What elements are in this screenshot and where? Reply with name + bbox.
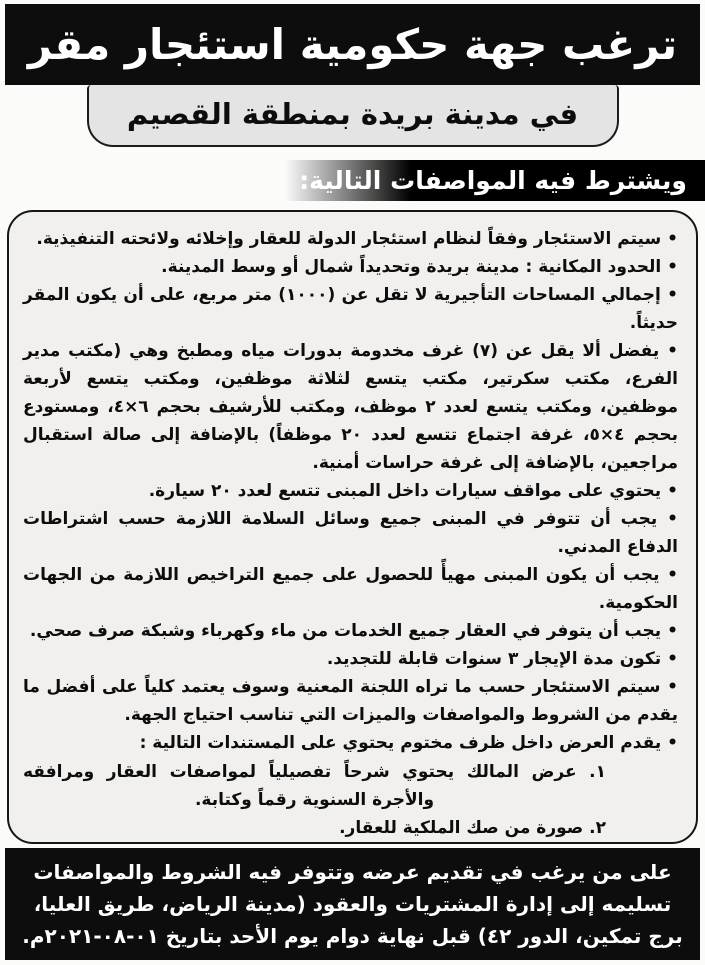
title-text: ترغب جهة حكومية استئجار مقر <box>27 20 678 69</box>
specification-item: • يجب أن تتوفر في المبنى جميع وسائل السلامة اللازمة حسب اشتراطات الدفاع المدني. <box>23 505 678 561</box>
specification-item: • الحدود المكانية : مدينة بريدة وتحديداً شمال أو وسط المدينة. <box>23 253 678 281</box>
documents-list <box>23 758 606 844</box>
subtitle-text: في مدينة بريدة بمنطقة القصيم <box>126 97 579 131</box>
submission-note-text: على من يرغب في تقديم عرضه وتتوفر فيه الشروط والمواصفات تسليمه إلى إدارة المشتريات والعقود (مدينة الرياض، طريق العليا، برج تمكين، الدور ٤٢) قبل نهاية دوام يوم الأحد بتاريخ ٠١-٠٨-٢٠٢١م. <box>22 860 683 948</box>
specification-item: • سيتم الاستئجار حسب ما تراه اللجنة المعنية وسوف يعتمد كلياً على أفضل ما يقدم من الشروط والمواصفات والميزات التي تناسب احتياج الجهة. <box>23 673 678 729</box>
document-item <box>23 842 606 844</box>
specifications-panel <box>7 210 698 844</box>
specification-item: • يفضل ألا يقل عن (٧) غرف مخدومة بدورات مياه ومطبخ وهي (مكتب مدير الفرع، مكتب سكرتير، مكتب يتسع لثلاثة موظفين، ومكتب يتسع لأربعة موظفين، ومكتب يتسع لعدد ٢ موظف، ومكتب للأرشيف بحجم ٤‎×‎٦، ومستودع بحجم ٥‎×‎٤، غرفة اجتماع تتسع لعدد ٢٠ موظفاً) بالإضافة إلى صالة استقبال مراجعين، بالإضافة إلى غرفة حراسات أمنية. <box>23 337 678 477</box>
specification-item: • يقدم العرض داخل ظرف مختوم يحتوي على المستندات التالية : <box>23 729 678 757</box>
requirements-header-text: ويشترط فيه المواصفات التالية: <box>299 166 687 195</box>
document-item: ٢. صورة من صك الملكية للعقار. <box>339 818 606 838</box>
submission-footer <box>5 848 700 960</box>
specifications-list <box>23 225 678 757</box>
specification-item: • إجمالي المساحات التأجيرية لا تقل عن (١٠٠٠) متر مربع، على أن يكون المقر حديثاً. <box>23 281 678 337</box>
subtitle-box <box>87 85 619 147</box>
newspaper-ad <box>0 4 705 965</box>
specification-item: • سيتم الاستئجار وفقاً لنظام استئجار الدولة للعقار وإخلائه ولائحته التنفيذية. <box>23 225 678 253</box>
document-item: ١. عرض المالك يحتوي شرحاً تفصيلياً لمواصفات العقار ومرافقه والأجرة السنوية رقماً وكتابة. <box>23 762 606 810</box>
title-banner <box>5 4 700 85</box>
specification-item: • يجب أن يتوفر في العقار جميع الخدمات من ماء وكهرباء وشبكة صرف صحي. <box>23 617 678 645</box>
specification-item: • يحتوي على مواقف سيارات داخل المبنى تتسع لعدد ٢٠ سيارة. <box>23 477 678 505</box>
specification-item: • يجب أن يكون المبنى مهيأً للحصول على جميع التراخيص اللازمة من الجهات الحكومية. <box>23 561 678 617</box>
requirements-header-band <box>285 160 705 201</box>
specification-item: • تكون مدة الإيجار ٣ سنوات قابلة للتجديد. <box>23 645 678 673</box>
